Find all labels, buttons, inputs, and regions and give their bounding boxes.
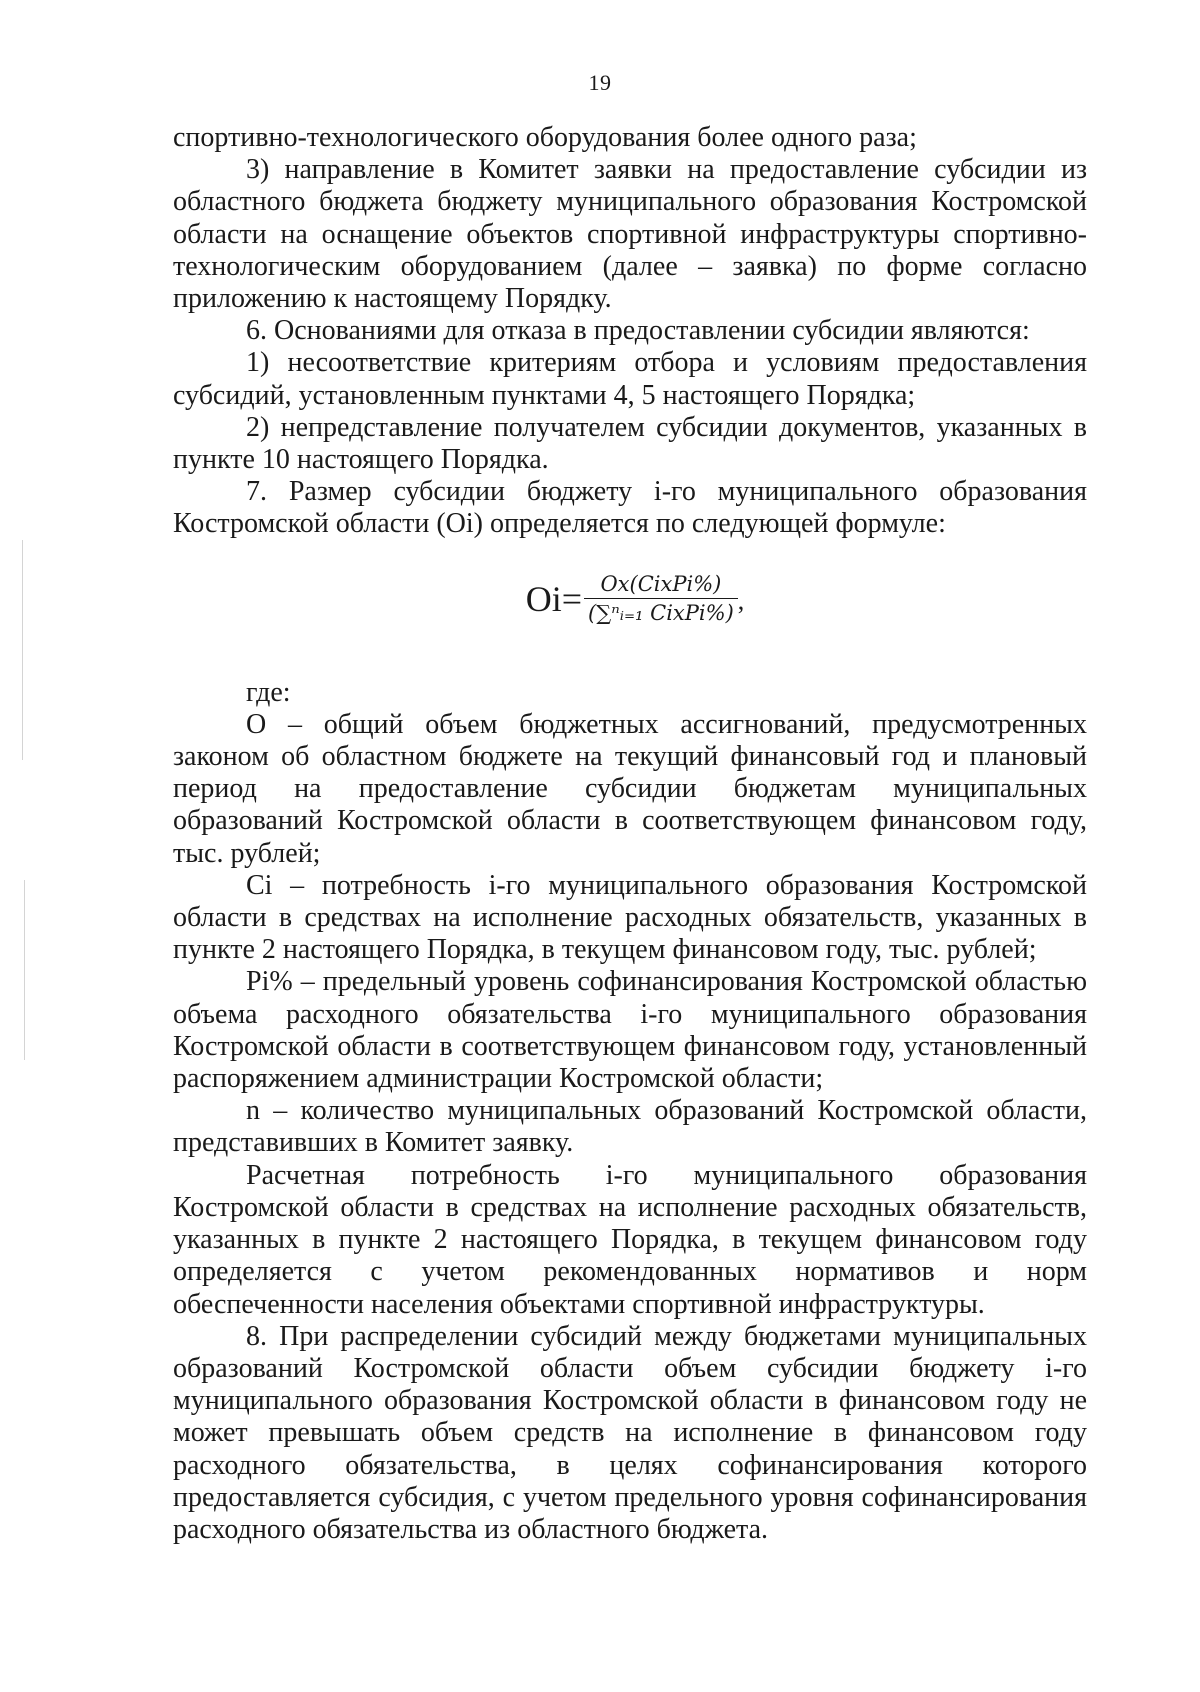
formula-fraction [584,572,738,625]
formula-numerator: Ox(CixPi%) [600,572,722,596]
definition-n: n – количество муниципальных образований Костромской области, представивших в Комитет заявку. [173,1095,1087,1159]
scan-margin-mark [24,880,25,1060]
formula-spacer [173,657,1087,677]
subsidy-formula [526,572,745,625]
paragraph-item-2: 2) непредставление получателем субсидии документов, указанных в пункте 10 настоящего Порядка. [173,411,1087,476]
formula-block [173,541,1087,657]
definition-pi: Pi% – предельный уровень софинансирования Костромской областью объема расходного обязательства i-го муниципального образования Костромской области в соответствующем финансовом году, установленный распоряжением администрации Костромской области; [173,966,1087,1095]
paragraph-continuation: спортивно-технологического оборудования более одного раза; [173,122,917,153]
paragraph-section-7: 7. Размер субсидии бюджету i-го муниципального образования Костромской области (Оi) определяется по следующей формуле: [173,476,1087,540]
formula-denominator: (∑ⁿᵢ₌₁ CixPi%) [584,598,738,625]
scan-margin-mark [22,540,23,760]
definition-o: О – общий объем бюджетных ассигнований, предусмотренных законом об областном бюджете на текущий финансовый год и плановый период на предоставление субсидии бюджетам муниципальных образований Костромской области в соответствующем финансовом году, тыс. рублей; [173,708,1087,869]
paragraph-section-6: 6. Основаниями для отказа в предоставлении субсидии являются: [246,315,1030,347]
page-number: 19 [588,70,612,95]
paragraph-calculated-need: Расчетная потребность i-го муниципального образования Костромской области в средствах на исполнение расходных обязательств, указанных в пункте 2 настоящего Порядка, в текущем финансовом году определяется с учетом рекомендованных нормативов и норм обеспеченности населения объектами спортивной инфраструктуры. [173,1159,1087,1320]
paragraph-section-8: 8. При распределении субсидий между бюджетами муниципальных образований Костромской области объем субсидии бюджету i-го муниципального образования Костромской области в финансовом году не может превышать объем средств на исполнение в финансовом году расходного обязательства, в целях софинансирования которого предоставляется субсидия, с учетом предельного уровня софинансирования расходного обязательства из областного бюджета. [173,1320,1087,1545]
definition-ci: Ci – потребность i-го муниципального образования Костромской области в средствах на исполнение расходных обязательств, указанных в пункте 2 настоящего Порядка, в текущем финансовом году, тыс. рублей; [173,869,1087,966]
formula-lhs: Oi= [525,578,583,619]
document-body [173,122,1087,1546]
paragraph-item-3: 3) направление в Комитет заявки на предоставление субсидии из областного бюджета бюджету муниципального образования Костромской области на оснащение объектов спортивной инфраструктуры спортивно-технологическим оборудованием (далее – заявка) по форме согласно приложению к настоящему Порядку. [173,154,1087,315]
paragraph-where: где: [246,676,291,708]
formula-trailing-comma: , [737,586,745,616]
paragraph-item-1: 1) несоответствие критериям отбора и условиям предоставления субсидий, установленным пунктами 4, 5 настоящего Порядка; [173,347,1087,411]
